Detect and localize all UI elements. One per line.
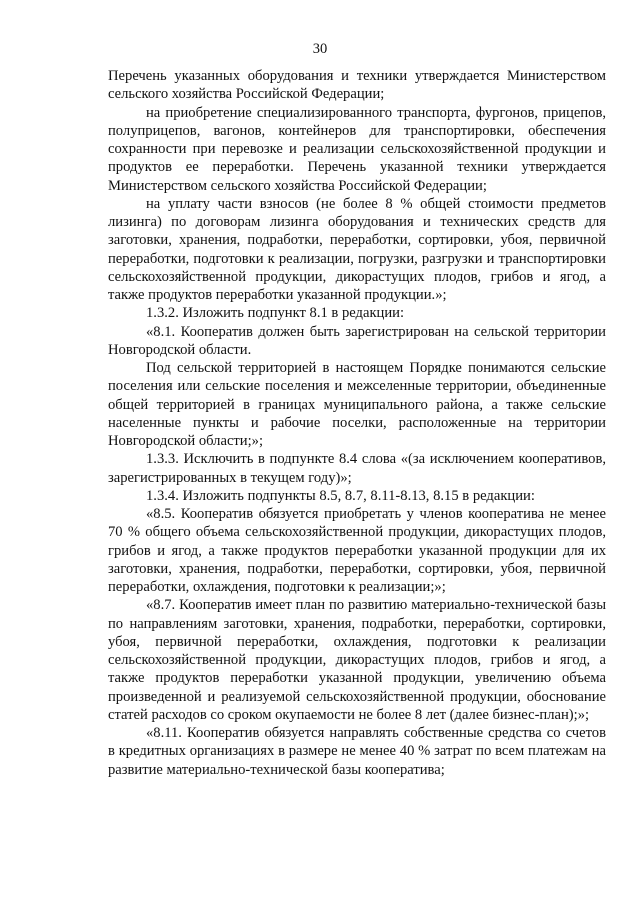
paragraph-11: «8.11. Кооператив обязуется направлять собственные средства со счетов в кредитных организациях в размере не менее 40 % затрат по всем платежам на развитие материально-технической базы кооператива; xyxy=(108,725,606,778)
paragraph-7: 1.3.3. Исключить в подпункте 8.4 слова «(за исключением кооперативов, зарегистрированных в текущем году)»; xyxy=(108,451,606,486)
paragraph-1: Перечень указанных оборудования и техники утверждается Министерством сельского хозяйства Российской Федерации; xyxy=(108,68,606,103)
paragraph-4: 1.3.2. Изложить подпункт 8.1 в редакции: xyxy=(146,305,405,322)
paragraph-10: «8.7. Кооператив имеет план по развитию материально-технической базы по направлениям заготовки, хранения, подработки, переработки, сортировки, убоя, первичной переработки, охлаждения, подготовки к реализации сельскохозяйственной продукции, дикорастущих плодов, грибов и ягод, а также продуктов переработки указанной продукции, увеличению объема произведенной и реализуемой сельскохозяйственной продукции, обоснование статей расходов со сроком окупаемости не более 8 лет (далее бизнес-план);»; xyxy=(108,597,606,723)
paragraph-3: на уплату части взносов (не более 8 % общей стоимости предметов лизинга) по договорам лизинга оборудования и технических средств для заготовки, хранения, подработки, переработки, сортировки, убоя, первичной переработки, подготовки к реализации, погрузки, разгрузки и транспортировки сельскохозяйственной продукции, дикорастущих плодов, грибов и ягод, а также продуктов переработки указанной продукции.»; xyxy=(108,195,606,303)
paragraph-5: «8.1. Кооператив должен быть зарегистрирован на сельской территории Новгородской области. xyxy=(108,323,606,358)
page-number: 30 xyxy=(312,41,328,57)
paragraph-9: «8.5. Кооператив обязуется приобретать у членов кооператива не менее 70 % общего объема сельскохозяйственной продукции, дикорастущих плодов, грибов и ягод, а также продуктов переработки указанной продукции для их заготовки, хранения, подработки, переработки, сортировки, убоя, первичной переработки, охлаждения, подготовки к реализации;»; xyxy=(108,506,606,595)
paragraph-6: Под сельской территорией в настоящем Порядке понимаются сельские поселения или сельские поселения и межселенные территории, объединенные общей территорией в границах муниципального района, а также сельские населенные пункты и рабочие поселки, расположенные на территории Новгородской области;»; xyxy=(108,360,606,449)
document-body xyxy=(108,67,606,779)
paragraph-8: 1.3.4. Изложить подпункты 8.5, 8.7, 8.11-8.13, 8.15 в редакции: xyxy=(146,487,535,504)
paragraph-2: на приобретение специализированного транспорта, фургонов, прицепов, полуприцепов, вагонов, контейнеров для транспортировки, обеспечения сохранности при перевозке и реализации сельскохозяйственной продукции и продуктов ее переработки. Перечень указанной техники утверждается Министерством сельского хозяйства Российской Федерации; xyxy=(108,104,606,194)
